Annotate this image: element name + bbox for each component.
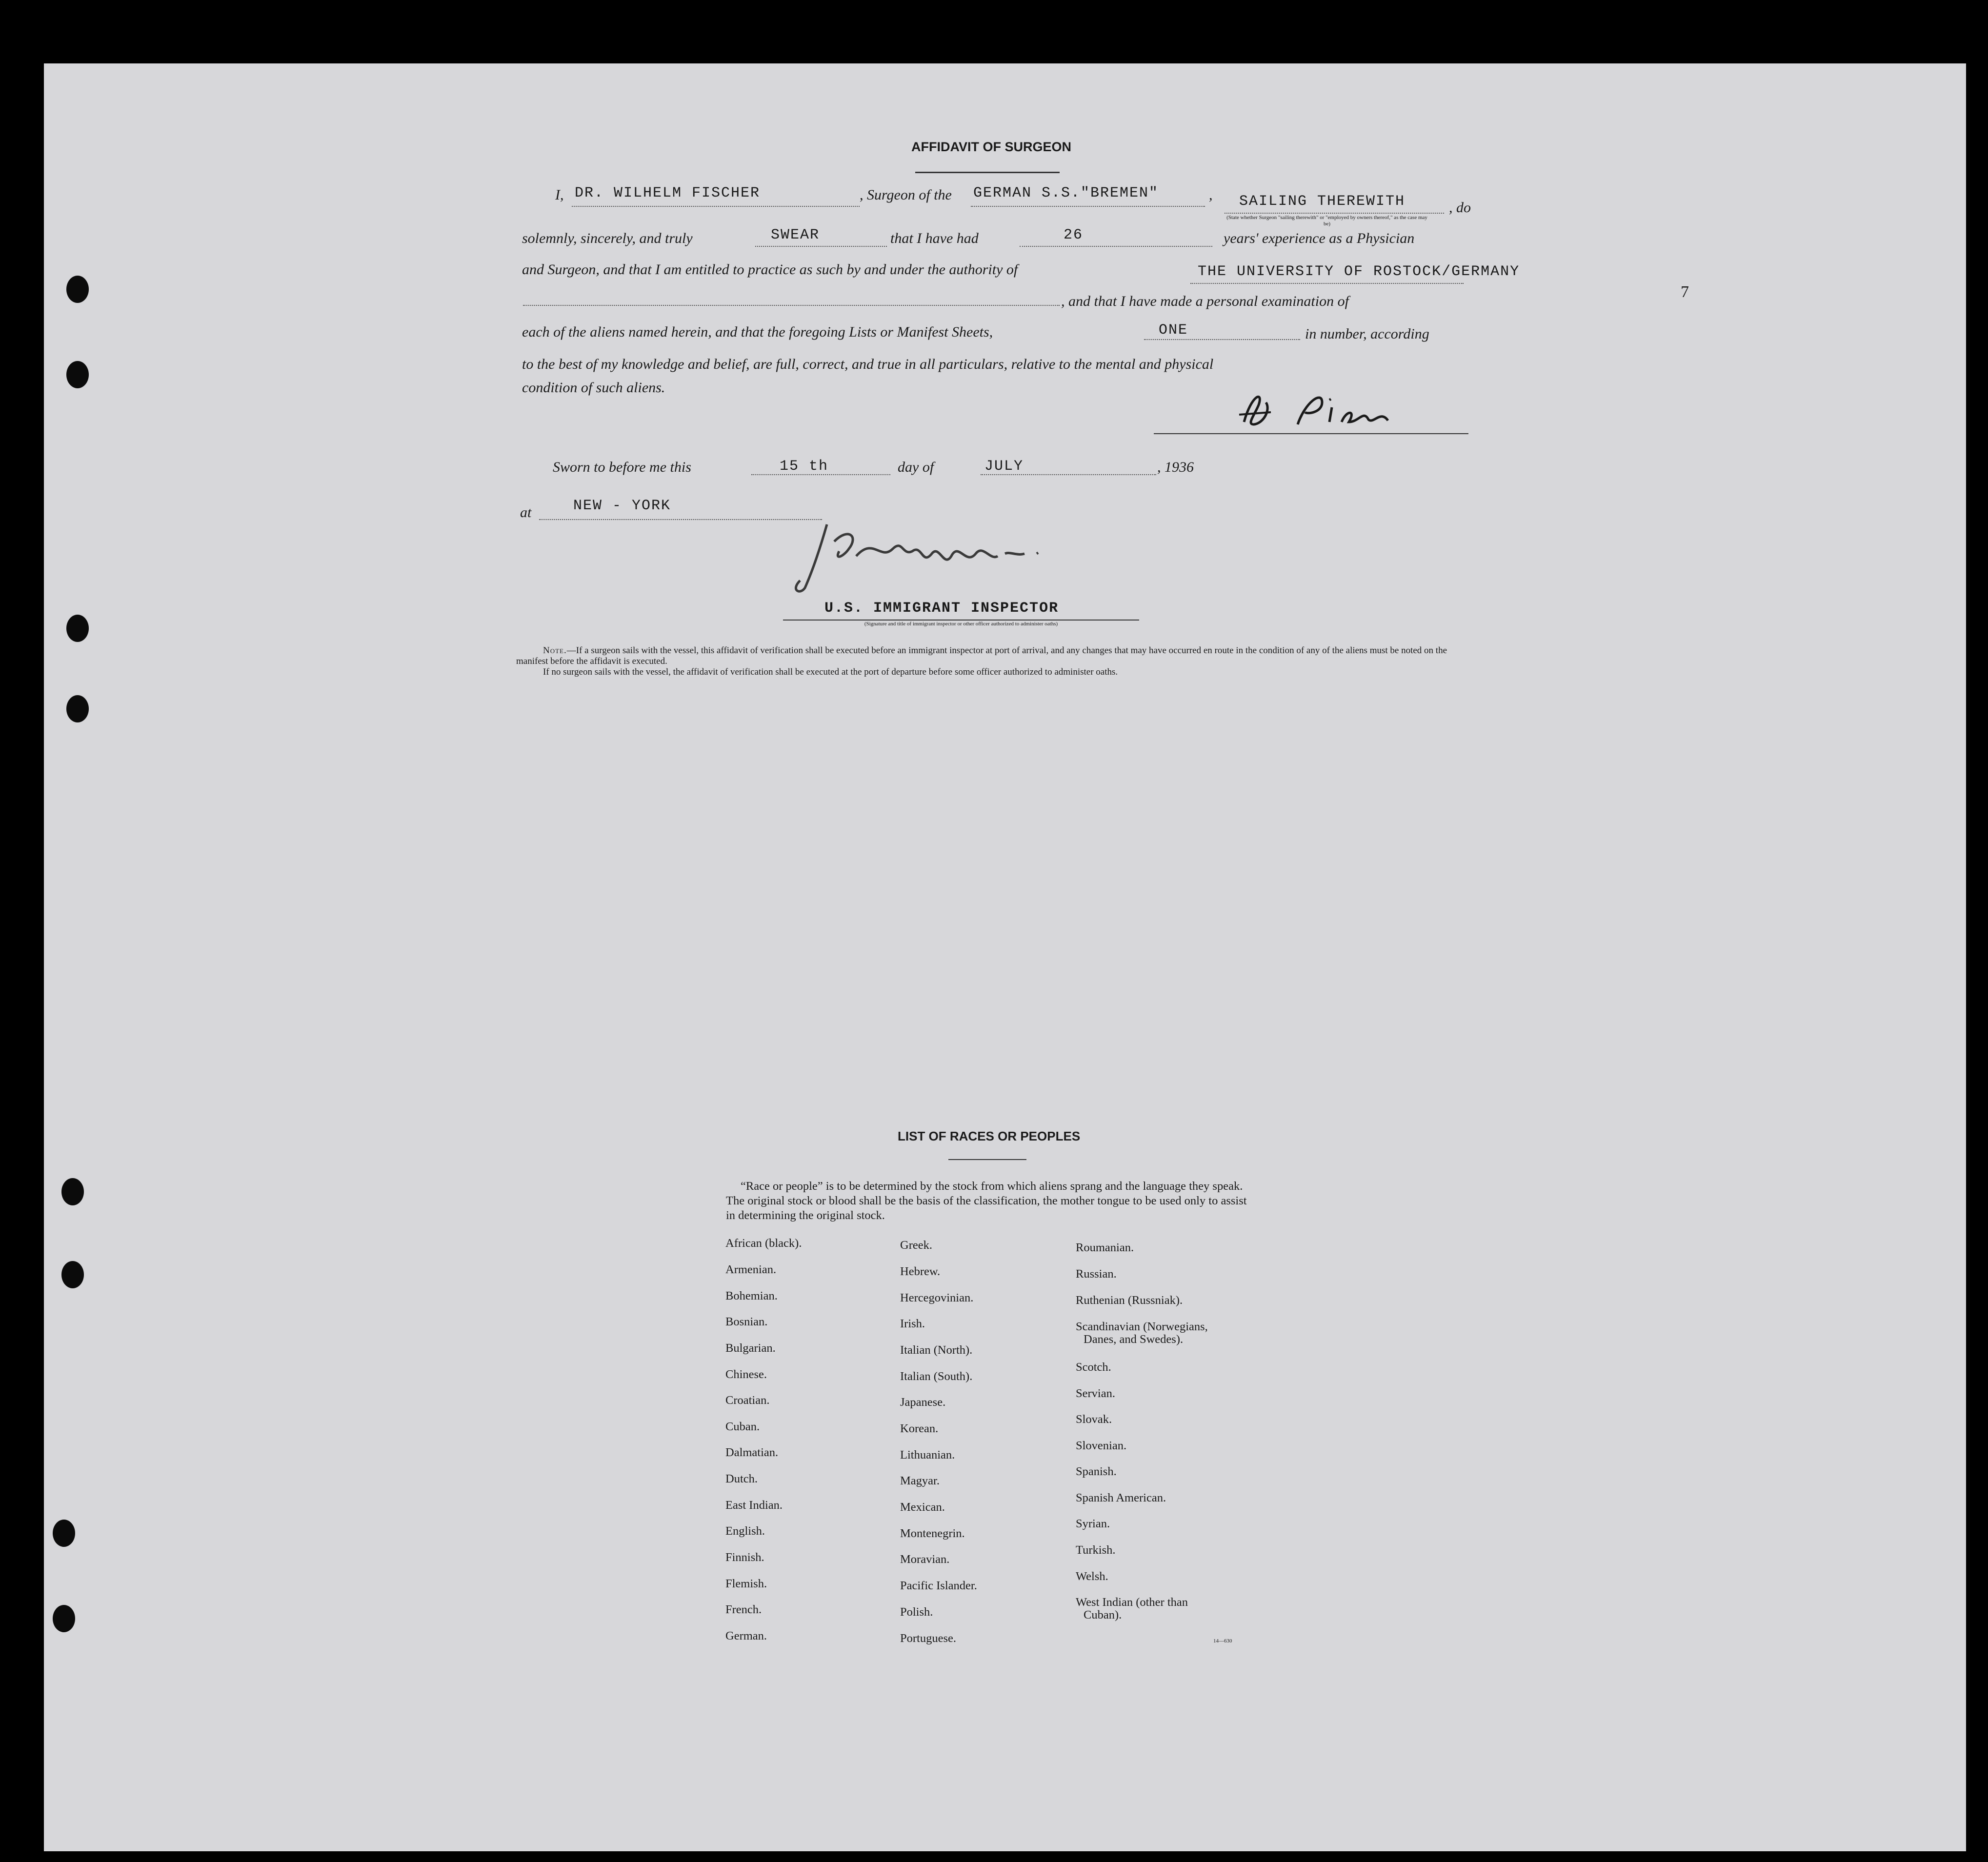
vessel-name: GERMAN S.S."BREMEN" — [973, 185, 1159, 201]
race-item: Servian. — [1076, 1387, 1115, 1400]
race-item: Japanese. — [900, 1396, 946, 1409]
affidavit-text: and Surgeon, and that I am entitled to practice as such by and under the authority of — [522, 261, 1018, 278]
title-rule — [915, 172, 1060, 173]
race-item: Slovak. — [1076, 1413, 1112, 1426]
sworn-text: Sworn to before me this — [553, 459, 691, 475]
race-item: Ruthenian (Russniak). — [1076, 1294, 1183, 1307]
note-text-1: —If a surgeon sails with the vessel, this affidavit of verification shall be executed before an immigrant inspector at port of arrival, and any changes that may have occurred en route in the condition of any of the aliens must be noted on the manifest before the affidavit is executed. — [516, 645, 1447, 666]
race-item: Spanish American. — [1076, 1491, 1166, 1504]
blank-line — [572, 206, 860, 207]
race-item: Portuguese. — [900, 1632, 956, 1645]
race-item: Bulgarian. — [725, 1341, 776, 1355]
race-item: Korean. — [900, 1422, 939, 1435]
authority: THE UNIVERSITY OF ROSTOCK/GERMANY — [1198, 263, 1520, 280]
binder-hole — [66, 361, 89, 388]
affidavit-text: , — [1209, 187, 1213, 203]
affidavit-text: , and that I have made a personal examination of — [1061, 293, 1349, 309]
races-title-rule — [948, 1159, 1026, 1160]
affidavit-text: I, — [555, 187, 564, 203]
margin-number: 7 — [1681, 283, 1689, 301]
races-title: LIST OF RACES OR PEOPLES — [898, 1129, 1081, 1143]
sheet-count: ONE — [1159, 322, 1188, 339]
affidavit-text: years' experience as a Physician — [1224, 230, 1415, 246]
race-item: Welsh. — [1076, 1570, 1108, 1583]
binder-hole — [53, 1605, 75, 1632]
blank-line — [755, 246, 887, 247]
race-item: Slovenian. — [1076, 1439, 1127, 1452]
races-intro: “Race or people” is to be determined by the stock from which aliens sprang and the language they speak. The original stock or blood shall be the basis of the classification, the mother tongue to be used only to assist in determining the original stock. — [726, 1180, 1247, 1222]
race-item: Pacific Islander. — [900, 1579, 977, 1592]
inspector-title: U.S. IMMIGRANT INSPECTOR — [824, 600, 1059, 617]
binder-hole — [53, 1520, 75, 1547]
race-item: Italian (South). — [900, 1370, 973, 1383]
race-item: Bohemian. — [725, 1289, 778, 1302]
affidavit-text: condition of such aliens. — [522, 380, 665, 396]
race-item: Scandinavian (Norwegians, Danes, and Swedes). — [1076, 1320, 1208, 1346]
sworn-day: 15 th — [780, 458, 829, 475]
blank-line — [971, 206, 1205, 207]
sworn-month: JULY — [984, 458, 1024, 475]
inspector-signature — [776, 507, 1078, 605]
oath-type: SWEAR — [771, 227, 820, 243]
race-item: Hebrew. — [900, 1265, 941, 1278]
affidavit-text: to the best of my knowledge and belief, are full, correct, and true in all particulars, relative to the mental and physical — [522, 356, 1214, 372]
race-item: Irish. — [900, 1317, 925, 1330]
race-item: Lithuanian. — [900, 1448, 955, 1462]
race-item: Cuban. — [725, 1420, 760, 1433]
surgeon-name: DR. WILHELM FISCHER — [575, 185, 761, 201]
race-item: Chinese. — [725, 1368, 767, 1381]
race-item: English. — [725, 1524, 765, 1538]
affidavit-text: that I have had — [890, 230, 979, 246]
race-item: Moravian. — [900, 1553, 950, 1566]
race-item: Dutch. — [725, 1472, 758, 1485]
race-item: Greek. — [900, 1239, 932, 1252]
race-item: Mexican. — [900, 1501, 945, 1514]
affidavit-text: , do — [1449, 200, 1471, 216]
inspector-caption: (Signature and title of immigrant inspector or other officer authorized to administer oaths) — [864, 621, 1058, 627]
affidavit-text: , Surgeon of the — [860, 187, 952, 203]
race-item: Syrian. — [1076, 1517, 1110, 1530]
note-text-2: If no surgeon sails with the vessel, the affidavit of verification shall be executed at the port of departure before some officer authorized to administer oaths. — [543, 667, 1118, 677]
blank-line — [751, 474, 890, 475]
affidavit-title: AFFIDAVIT OF SURGEON — [911, 140, 1071, 154]
binder-hole — [66, 276, 89, 303]
race-item: African (black). — [725, 1237, 802, 1250]
race-item: Polish. — [900, 1605, 933, 1619]
note-label: Note. — [543, 645, 567, 656]
race-item: Hercegovinian. — [900, 1291, 974, 1304]
affidavit-text: in number, according — [1305, 326, 1429, 342]
sworn-text: day of — [898, 459, 934, 475]
binder-hole — [61, 1261, 84, 1288]
race-item: Dalmatian. — [725, 1446, 779, 1459]
race-item: Flemish. — [725, 1577, 767, 1590]
years-experience: 26 — [1064, 227, 1084, 243]
blank-line — [1144, 339, 1300, 340]
race-item: French. — [725, 1603, 762, 1616]
race-item: Armenian. — [725, 1263, 777, 1276]
race-item: Finnish. — [725, 1551, 764, 1564]
race-item: Bosnian. — [725, 1315, 768, 1328]
at-label: at — [520, 504, 532, 521]
race-item: Croatian. — [725, 1394, 770, 1407]
sailing-status: SAILING THEREWITH — [1239, 193, 1406, 210]
race-item: Russian. — [1076, 1267, 1117, 1281]
inspector-line — [783, 620, 1139, 621]
document-page — [44, 63, 1966, 1851]
surgeon-signature — [1225, 376, 1434, 439]
race-item: Turkish. — [1076, 1543, 1116, 1557]
race-item: Italian (North). — [900, 1343, 973, 1357]
binder-hole — [66, 695, 89, 722]
binder-hole — [61, 1178, 84, 1205]
blank-line — [1225, 213, 1444, 214]
race-item: Magyar. — [900, 1474, 940, 1487]
race-item: Montenegrin. — [900, 1527, 965, 1540]
blank-line — [981, 474, 1156, 475]
affidavit-text: each of the aliens named herein, and that the foregoing Lists or Manifest Sheets, — [522, 324, 993, 340]
sworn-year: , 1936 — [1157, 459, 1194, 475]
affidavit-note — [516, 645, 1467, 678]
sworn-place: NEW - YORK — [573, 498, 671, 514]
race-item: East Indian. — [725, 1499, 783, 1512]
race-item: West Indian (other than Cuban). — [1076, 1596, 1188, 1622]
blank-line — [1190, 283, 1464, 284]
binder-hole — [66, 615, 89, 642]
form-number: 14—630 — [1213, 1638, 1232, 1644]
blank-line — [523, 305, 1060, 306]
race-item: German. — [725, 1629, 767, 1642]
race-item: Roumanian. — [1076, 1241, 1134, 1254]
blank-line — [1020, 246, 1212, 247]
affidavit-text: solemnly, sincerely, and truly — [522, 230, 693, 246]
sailing-caption: (State whether Surgeon "sailing therewith" or "employed by owners thereof," as the case may be) — [1226, 215, 1427, 227]
race-item: Scotch. — [1076, 1361, 1111, 1374]
signature-line — [1154, 433, 1468, 434]
race-item: Spanish. — [1076, 1465, 1117, 1478]
